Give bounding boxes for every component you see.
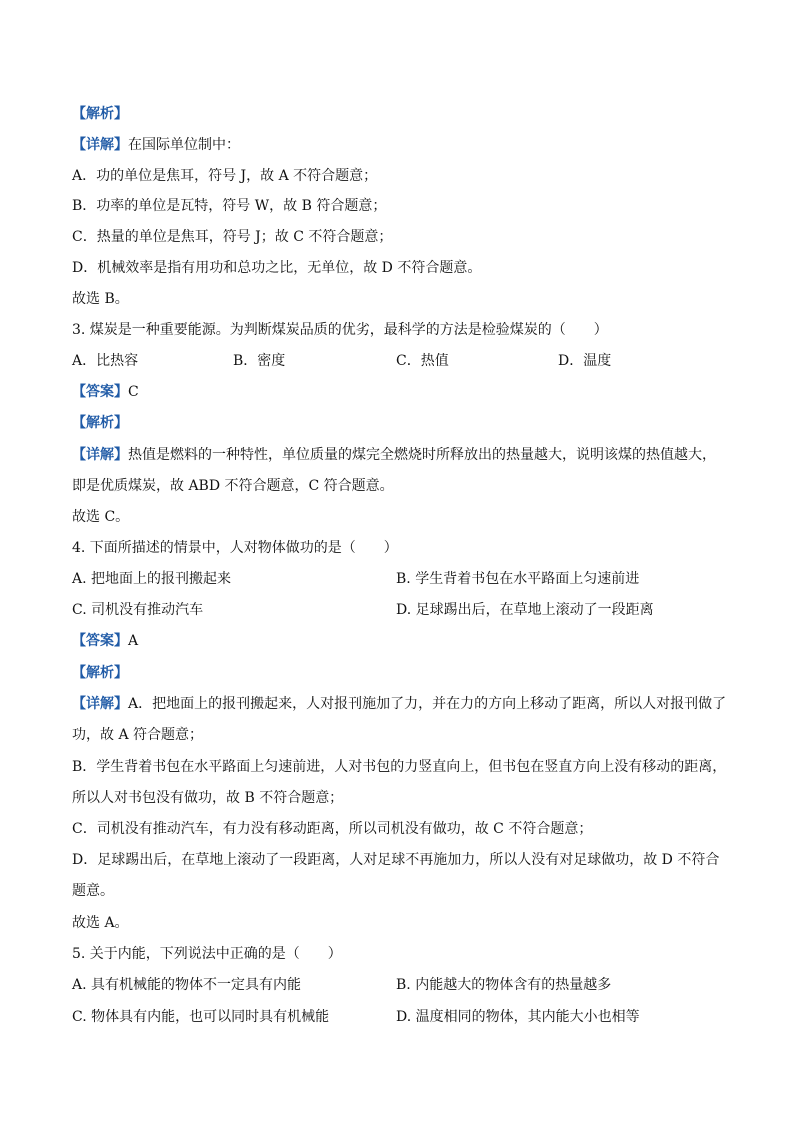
q3-answer [72, 382, 139, 402]
detail-text: 热值是燃料的一种特性，单位质量的煤完全燃烧时所释放出的热量越大，说明该煤的热值越大， [128, 447, 716, 463]
answer-label: 【答案】 [72, 633, 128, 649]
q4-detail-line-1 [72, 694, 726, 714]
detail-label: 【详解】 [72, 137, 128, 153]
q3-option-c: C．热值 [396, 353, 449, 369]
q3-option-a: A．比热容 [72, 353, 139, 369]
explanation-line: C．司机没有推动汽车，有力没有移动距离，所以司机没有做功，故 C 不符合题意； [72, 821, 593, 837]
q3-detail-line-2: 即是优质煤炭，故 ABD 不符合题意，C 符合题意。 [72, 478, 394, 494]
q5-option-d: D. 温度相同的物体，其内能大小也相等 [396, 1009, 640, 1025]
answer-value: C [128, 384, 139, 400]
explanation-line: 所以人对书包没有做功，故 B 不符合题意； [72, 790, 344, 806]
q4-option-b: B. 学生背着书包在水平路面上匀速前进 [396, 571, 640, 587]
detail-paragraph [72, 135, 240, 155]
q3-option-d: D．温度 [558, 353, 612, 369]
explanation-line: B．学生背着书包在水平路面上匀速前进，人对书包的力竖直向上，但书包在竖直方向上没有移动的距离， [72, 759, 727, 775]
explanation-line: B．功率的单位是瓦特，符号 W，故 B 符合题意； [72, 198, 387, 214]
q3-option-b: B．密度 [233, 353, 286, 369]
answer-value: A [128, 633, 139, 649]
explanation-line: 功，故 A 符合题意； [72, 727, 204, 743]
detail-text: A．把地面上的报刊搬起来，人对报刊施加了力，并在力的方向上移动了距离，所以人对报刊做了 [128, 696, 727, 712]
explanation-line: 题意。 [72, 883, 114, 899]
q5-option-a: A. 具有机械能的物体不一定具有内能 [72, 977, 302, 993]
explanation-line: D．机械效率是指有用功和总功之比，无单位，故 D 不符合题意。 [72, 260, 482, 276]
answer-label: 【答案】 [72, 384, 128, 400]
question-3-stem: 3. 煤炭是一种重要能源。为判断煤炭品质的优劣，最科学的方法是检验煤炭的（ ） [72, 322, 608, 338]
q3-detail-line-1 [72, 445, 716, 465]
q4-option-d: D. 足球踢出后，在草地上滚动了一段距离 [396, 602, 654, 618]
q4-option-a: A. 把地面上的报刊搬起来 [72, 571, 232, 587]
question-5-stem: 5. 关于内能，下列说法中正确的是（ ） [72, 946, 342, 962]
detail-text: 在国际单位制中： [128, 137, 240, 153]
q4-option-c: C. 司机没有推动汽车 [72, 602, 204, 618]
q5-option-b: B. 内能越大的物体含有的热量越多 [396, 977, 612, 993]
question-4-stem: 4. 下面所描述的情景中，人对物体做功的是（ ） [72, 540, 398, 556]
conclusion-line: 故选 A。 [72, 915, 129, 931]
analysis-label: 【解析】 [72, 415, 128, 431]
detail-label: 【详解】 [72, 696, 128, 712]
explanation-line: A．功的单位是焦耳，符号 J，故 A 不符合题意； [72, 168, 378, 184]
explanation-line: C．热量的单位是焦耳，符号 J；故 C 不符合题意； [72, 229, 393, 245]
analysis-label: 【解析】 [72, 106, 128, 122]
q5-option-c: C. 物体具有内能，也可以同时具有机械能 [72, 1009, 330, 1025]
explanation-line: D．足球踢出后，在草地上滚动了一段距离，人对足球不再施加力，所以人没有对足球做功，故 D 不符合 [72, 852, 720, 868]
conclusion-line: 故选 B。 [72, 291, 129, 307]
analysis-label: 【解析】 [72, 665, 128, 681]
detail-label: 【详解】 [72, 447, 128, 463]
conclusion-line: 故选 C。 [72, 509, 130, 525]
q4-answer [72, 631, 138, 651]
